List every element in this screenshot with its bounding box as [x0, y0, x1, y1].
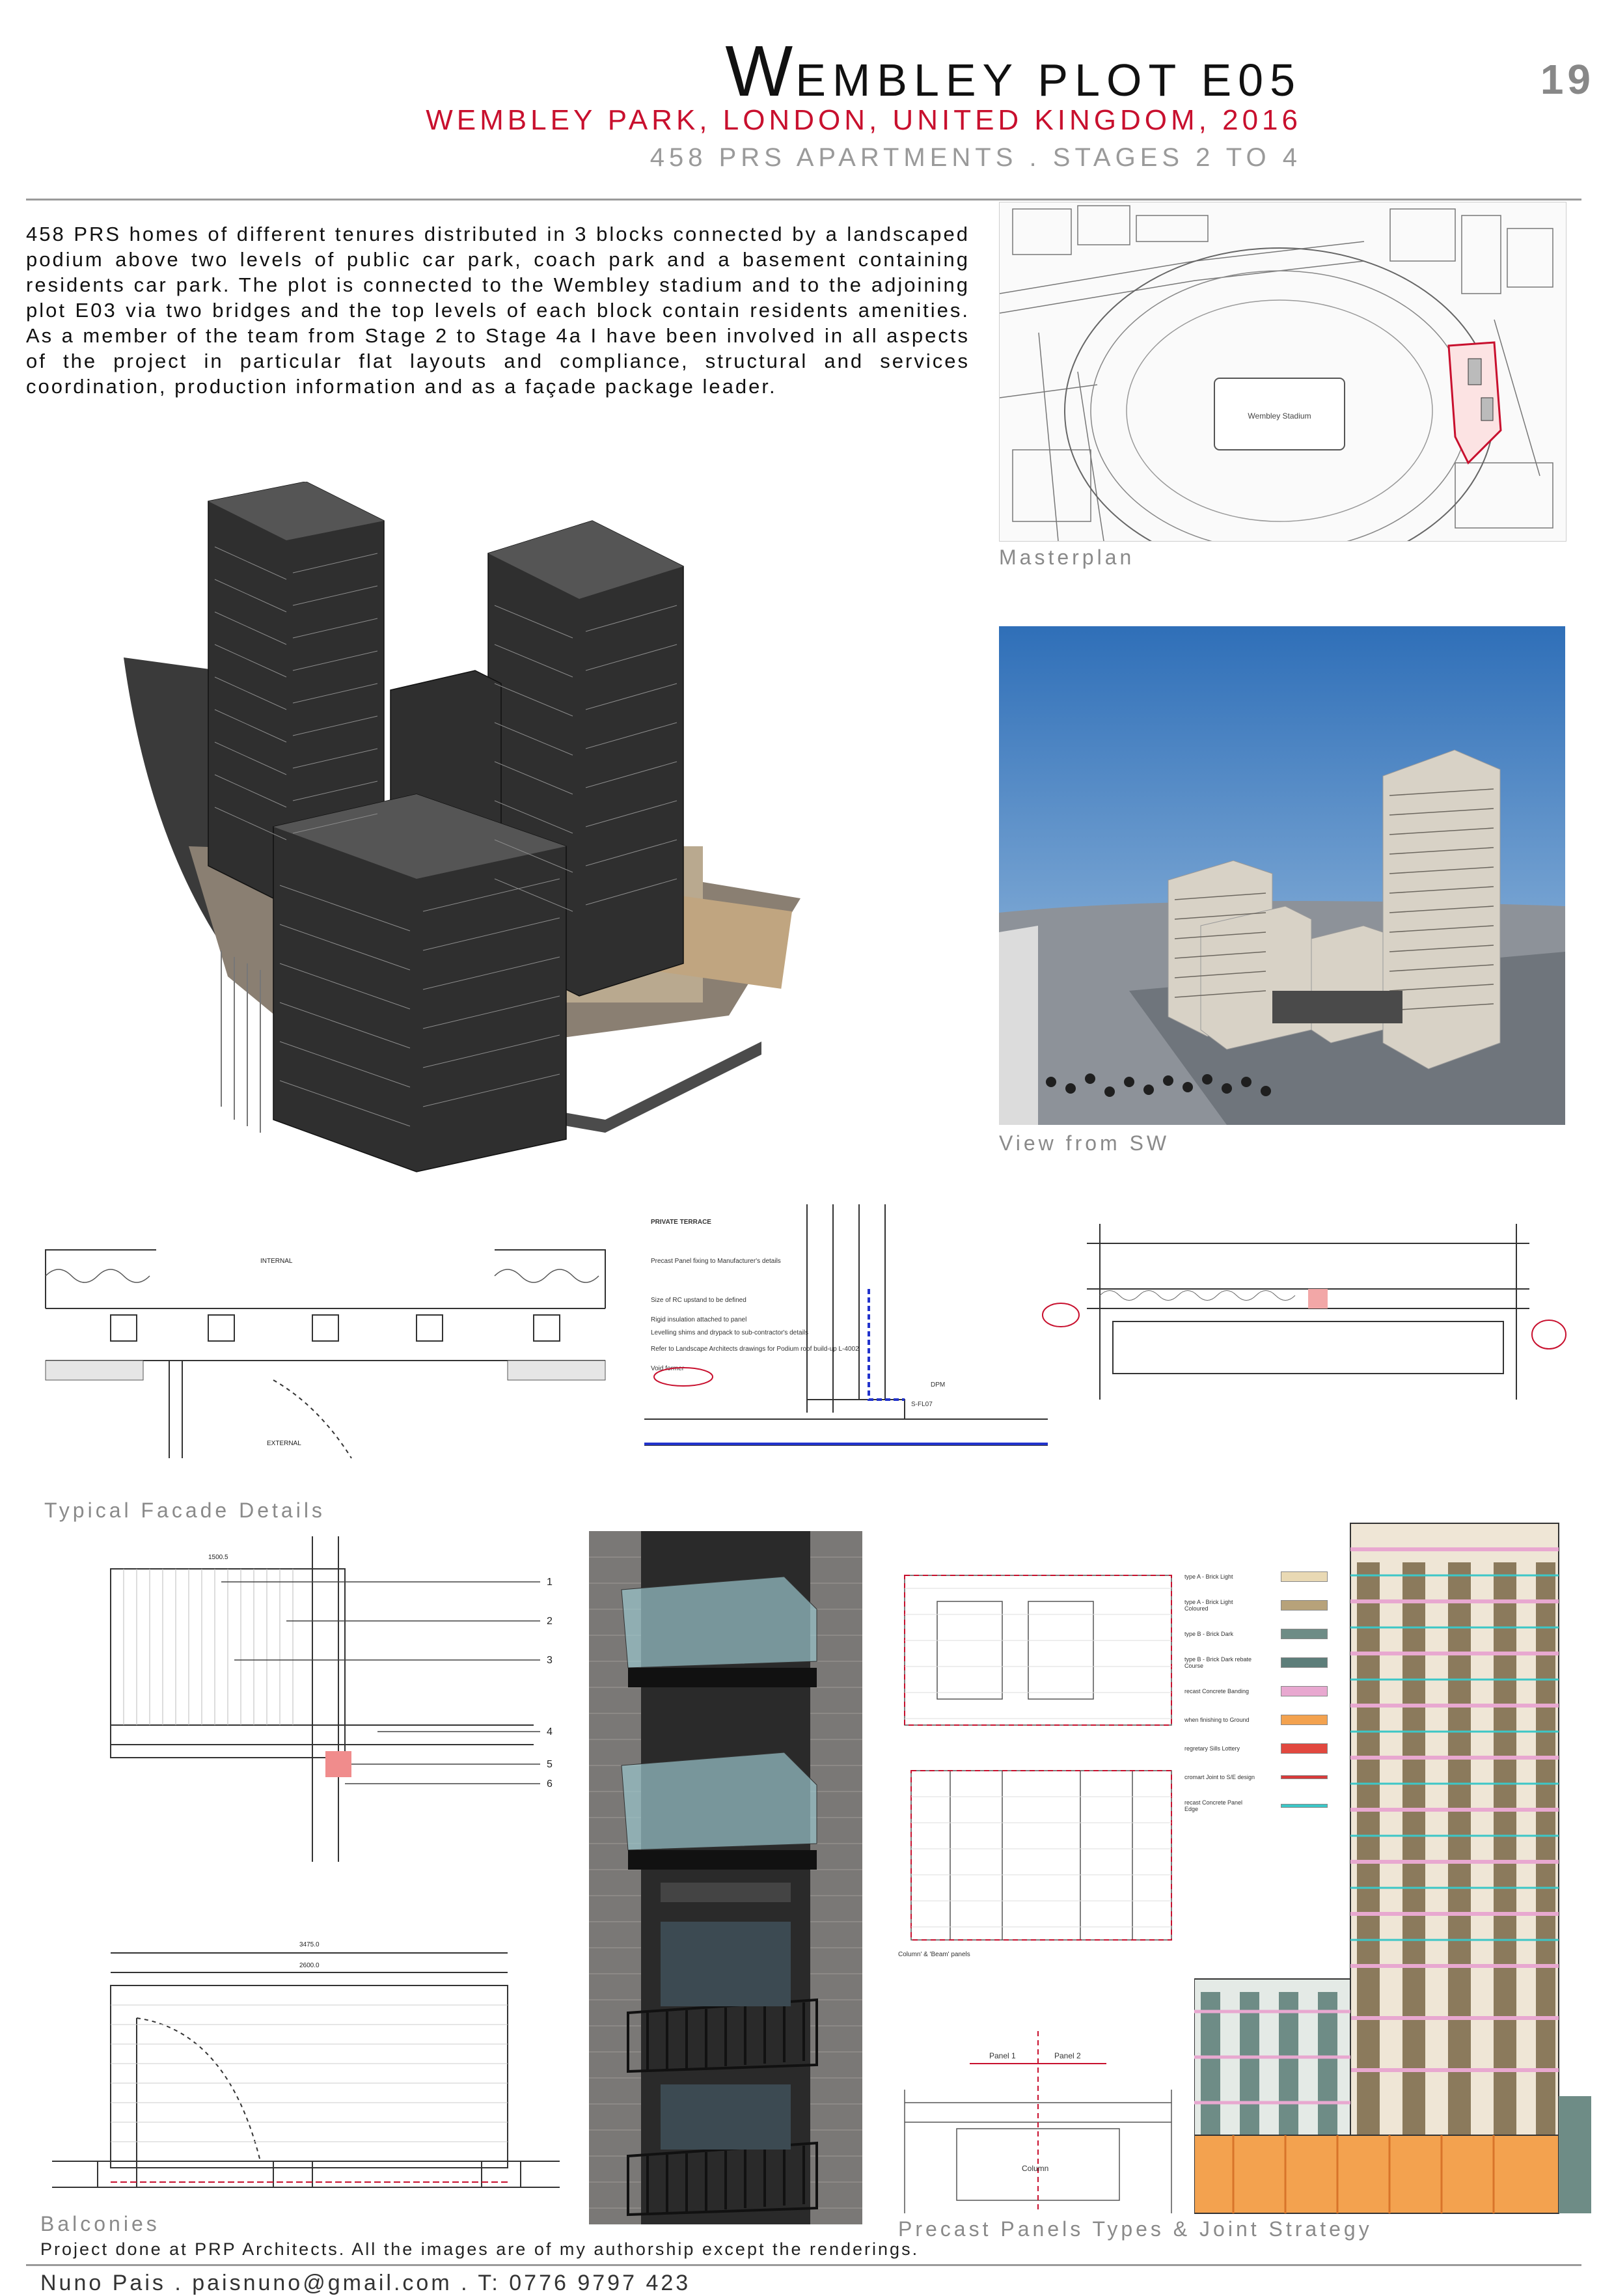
legend-label: recast Concrete Banding — [1184, 1688, 1250, 1694]
detail-note: Levelling shims and drypack to sub-contractor's details — [651, 1329, 809, 1336]
legend-label: type A - Brick Light Coloured — [1184, 1599, 1233, 1612]
detail-note: Void former — [651, 1365, 685, 1372]
stadium-label: Wembley Stadium — [1248, 411, 1311, 421]
axonometric-image — [111, 482, 846, 1178]
title-initial: W — [725, 31, 796, 111]
facade-detail-3 — [1035, 1204, 1568, 1413]
precast-joint-drawing — [892, 2025, 1184, 2213]
callout-5: 5 — [547, 1759, 553, 1770]
callout-4: 4 — [547, 1726, 553, 1737]
callout-1: 1 — [547, 1577, 553, 1588]
detail-internal-label: INTERNAL — [260, 1258, 293, 1265]
legend-label: cromart Joint to S/E design — [1184, 1774, 1255, 1780]
dimension-mid: 2600.0 — [299, 1962, 320, 1969]
legend-label: type A - Brick Light — [1184, 1573, 1233, 1580]
dimension-side: 1500.5 — [208, 1554, 228, 1561]
page-title — [586, 31, 1302, 111]
footer-contact: Nuno Pais . paisnuno@gmail.com . T: 0776 9797 423 — [40, 2271, 691, 2295]
balcony-plan-drawing — [39, 1927, 573, 2220]
masterplan-image — [999, 202, 1566, 542]
detail-note: Precast Panel fixing to Manufacturer's details — [651, 1258, 781, 1265]
facade-detail-1 — [39, 1211, 612, 1465]
footer-note: Project done at PRP Architects. All the images are of my authorship except the renderings. — [40, 2239, 920, 2259]
legend-label: type B - Brick Dark — [1184, 1631, 1234, 1637]
balconies-caption: Balconies — [40, 2212, 160, 2235]
detail-title: PRIVATE TERRACE — [651, 1219, 711, 1226]
facade-detail-2 — [644, 1204, 1048, 1517]
joint-panel-2: Panel 2 — [1054, 2051, 1081, 2060]
precast-caption: Precast Panels Types & Joint Strategy — [898, 2217, 1373, 2241]
project-summary: 458 PRS APARTMENTS . STAGES 2 TO 4 — [650, 143, 1302, 172]
precast-panel-caption: Column' & 'Beam' panels — [898, 1951, 970, 1958]
callout-2: 2 — [547, 1616, 553, 1627]
view-caption: View from SW — [999, 1131, 1170, 1155]
joint-panel-1: Panel 1 — [989, 2051, 1016, 2060]
title-rest: EMBLEY PLOT E05 — [795, 55, 1302, 105]
callout-3: 3 — [547, 1655, 553, 1666]
facade-caption: Typical Facade Details — [44, 1499, 325, 1522]
balcony-rendering — [589, 1531, 862, 2224]
detail-external-label: EXTERNAL — [267, 1440, 301, 1447]
page-number: 19 — [1540, 56, 1594, 103]
intro-text: 458 PRS homes of different tenures distributed in 3 blocks connected by a landscaped podium above two levels of public car park, coach park and a basement containing residents car park. The plot is connected to the Wembley stadium and to the adjoining plot E03 via two bridges and the top levels of each block contain residents amenities. As a member of the team from Stage 2 to Stage 4a I have been involved in all aspects of the project in particular flat layouts and compliance, structural and services coordination, production information and as a façade package leader. — [26, 223, 970, 398]
header-rule — [26, 199, 1581, 201]
callout-6: 6 — [547, 1778, 553, 1790]
legend-label: type B - Brick Dark rebate Course — [1184, 1656, 1252, 1669]
joint-column: Column — [1022, 2164, 1049, 2173]
footer-rule — [26, 2264, 1581, 2266]
dimension-top: 3475.0 — [299, 1941, 320, 1948]
legend-label: when finishing to Ground — [1184, 1717, 1250, 1723]
legend-label: regretary Sills Lottery — [1184, 1745, 1240, 1752]
sw-view-rendering — [999, 626, 1565, 1125]
balcony-section-drawing — [39, 1536, 573, 1901]
legend-label: recast Concrete Panel Edge — [1184, 1799, 1243, 1812]
detail-note: Size of RC upstand to be defined — [651, 1297, 746, 1304]
masterplan-caption: Masterplan — [999, 546, 1135, 569]
precast-elevation-drawing — [1194, 1510, 1591, 2217]
precast-panel-drawing-2 — [892, 1758, 1184, 1959]
detail-tag-dpm: DPM — [931, 1381, 946, 1389]
precast-panel-drawing-1 — [892, 1562, 1184, 1732]
detail-note: Rigid insulation attached to panel — [651, 1316, 747, 1323]
detail-tag-sfl: S-FL07 — [911, 1401, 933, 1408]
detail-note: Refer to Landscape Architects drawings for Podium roof build-up L-4002 — [651, 1346, 859, 1353]
project-location: WEMBLEY PARK, LONDON, UNITED KINGDOM, 2016 — [426, 104, 1302, 136]
